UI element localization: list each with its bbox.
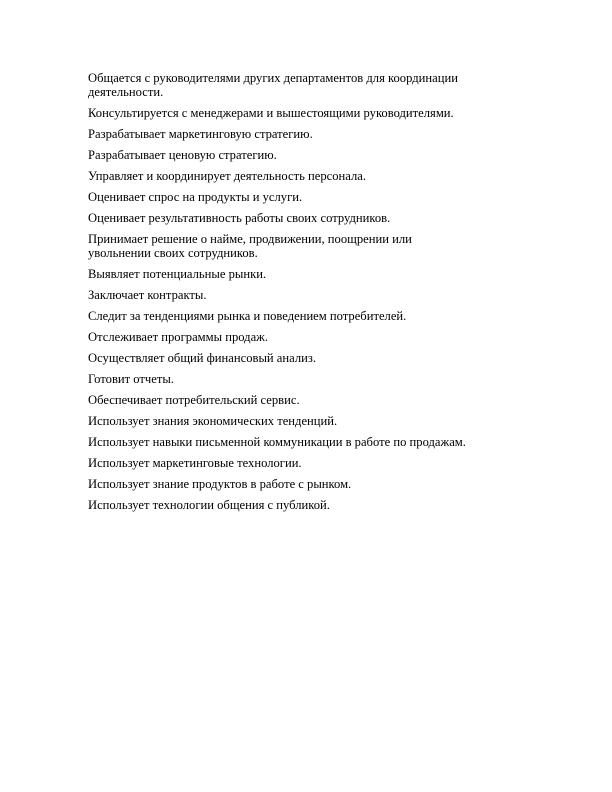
list-item: Готовит отчеты. — [88, 372, 174, 386]
list-item: Использует знание продуктов в работе с рынком. — [88, 477, 352, 491]
list-item: Заключает контракты. — [88, 288, 207, 302]
list-item: Оценивает результативность работы своих сотрудников. — [88, 211, 391, 225]
list-item: Следит за тенденциями рынка и поведением потребителей. — [88, 309, 407, 323]
list-item: Осуществляет общий финансовый анализ. — [88, 351, 316, 365]
list-item: Обеспечивает потребительский сервис. — [88, 393, 300, 407]
list-item: Использует навыки письменной коммуникации в работе по продажам. — [88, 435, 466, 449]
list-item: Управляет и координирует деятельность персонала. — [88, 169, 366, 183]
list-item: Отслеживает программы продаж. — [88, 330, 269, 344]
list-item: Принимает решение о найме, продвижении, поощрении или увольнении своих сотрудников. — [88, 232, 412, 260]
list-item: Разрабатывает ценовую стратегию. — [88, 148, 277, 162]
list-item: Консультируется с менеджерами и вышестоящими руководителями. — [88, 106, 454, 120]
list-item: Общается с руководителями других департаментов для координации деятельности. — [88, 71, 458, 99]
list-item: Использует технологии общения с публикой. — [88, 498, 330, 512]
list-item: Использует знания экономических тенденций. — [88, 414, 338, 428]
list-item: Использует маркетинговые технологии. — [88, 456, 302, 470]
duties-list — [88, 71, 528, 519]
list-item: Оценивает спрос на продукты и услуги. — [88, 190, 303, 204]
list-item: Разрабатывает маркетинговую стратегию. — [88, 127, 313, 141]
list-item: Выявляет потенциальные рынки. — [88, 267, 267, 281]
